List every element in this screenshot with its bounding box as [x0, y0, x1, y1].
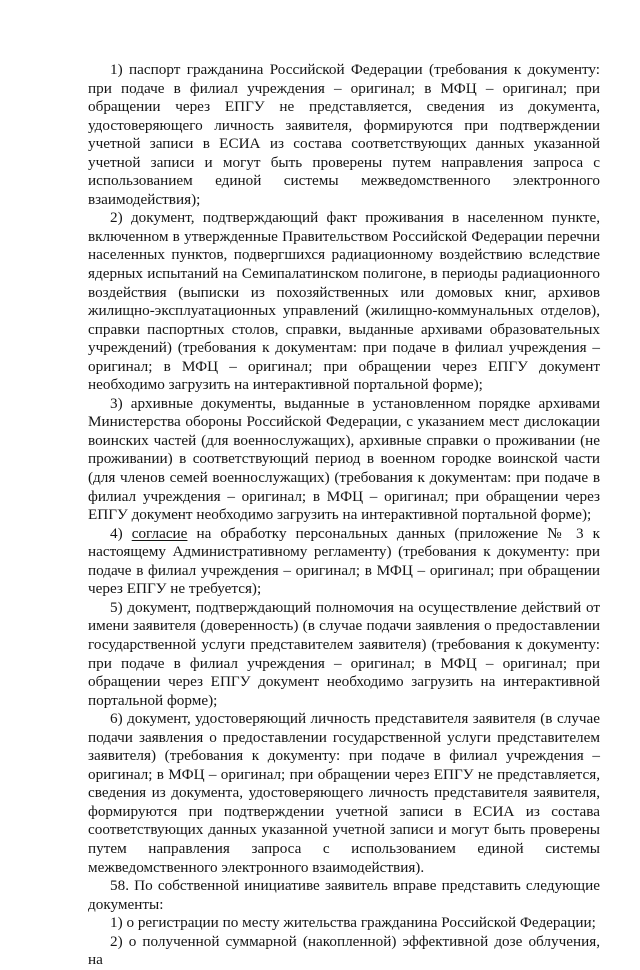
paragraph-radiation-dose: 2) о полученной суммарной (накопленной) эффективной дозе облучения, на	[88, 932, 600, 969]
consent-link[interactable]: согласие	[131, 524, 188, 542]
paragraph-archive-documents: 3) архивные документы, выданные в установленном порядке архивами Министерства обороны Российской Федерации, с указанием мест дислокации воинских частей (для военнослужащих), архивные справки о проживании (не проживании) в соответствующий период в военном городке воинской части (для членов семей военнослужащих) (требования к документам: при подаче в филиал учреждения – оригинал; в МФЦ – оригинал; при обращении через ЕПГУ документ необходимо загрузить на интерактивной портальной форме);	[88, 394, 600, 524]
paragraph-power-of-attorney: 5) документ, подтверждающий полномочия на осуществление действий от имени заявителя (доверенность) (в случае подачи заявления о предоставлении государственной услуги представителем заявителя) (требования к документу: при подаче в филиал учреждения – оригинал; в МФЦ – оригинал; при обращении через ЕПГУ документ необходимо загрузить на интерактивной портальной форме);	[88, 598, 600, 709]
consent-prefix: 4)	[110, 524, 132, 542]
paragraph-item-58: 58. По собственной инициативе заявитель вправе представить следующие документы:	[88, 877, 600, 913]
paragraph-representative-id: 6) документ, удостоверяющий личность представителя заявителя (в случае подачи заявления о предоставлении государственной услуги представителем заявителя) (требования к документу: при подаче в филиал учреждения – оригинал; в МФЦ – оригинал; при обращении через ЕПГУ не представляется, сведения из документа, удостоверяющего личность представителя заявителя, формируются при подтверждении учетной записи в ЕСИА из состава соответствующих данных указанной учетной записи и могут быть проверены путем направления запроса с использованием единой системы межведомственного электронного взаимодействия).	[88, 710, 600, 876]
paragraph-registration: 1) о регистрации по месту жительства гражданина Российской Федерации;	[110, 914, 596, 932]
document-page	[88, 61, 600, 970]
consent-text: на обработку персональных данных (приложение № 3 к настоящему Административному регламенту) (требования к документу: при подаче в филиал учреждения – оригинал; в МФЦ – оригинал; при обращении через ЕПГУ не требуется);	[88, 524, 600, 598]
paragraph-consent	[88, 525, 600, 599]
paragraph-residence-document: 2) документ, подтверждающий факт проживания в населенном пункте, включенном в утвержденные Правительством Российской Федерации перечни населенных пунктов, подвергшихся радиационному воздействию вследствие ядерных испытаний на Семипалатинском полигоне, в периоды радиационного воздействия (выписки из похозяйственных или домовых книг, архивов жилищно-эксплуатационных управлений (жилищно-коммунальных отделов), справки паспортных столов, справки, выданные архивами образовательных учреждений) (требования к документам: при подаче в филиал учреждения – оригинал; в МФЦ – оригинал; при обращении через ЕПГУ документ необходимо загрузить на интерактивной портальной форме);	[88, 209, 600, 394]
paragraph-passport: 1) паспорт гражданина Российской Федерации (требования к документу: при подаче в филиал учреждения – оригинал; в МФЦ – оригинал; при обращении через ЕПГУ не представляется, сведения из документа, удостоверяющего личность заявителя, формируются при подтверждении учетной записи в ЕСИА из состава соответствующих данных указанной учетной записи и могут быть проверены путем направления запроса с использованием единой системы межведомственного электронного взаимодействия);	[88, 61, 600, 208]
